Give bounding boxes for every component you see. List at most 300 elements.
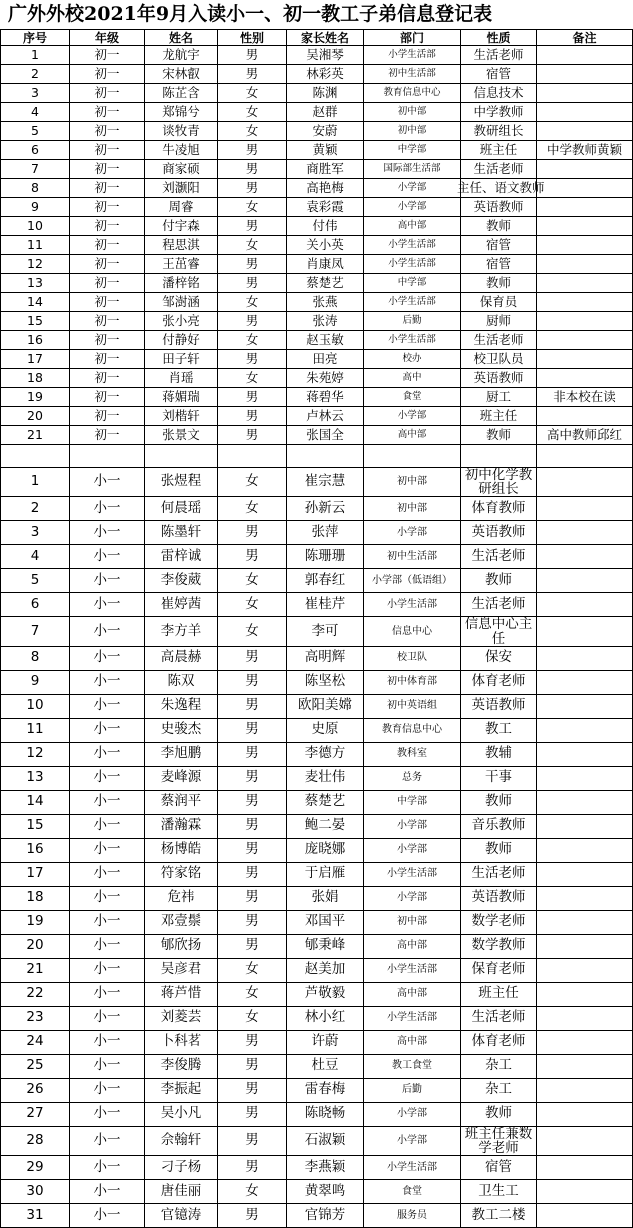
grade-cell: 小一 — [70, 958, 145, 982]
position-cell: 保安 — [461, 646, 537, 670]
table-row — [1, 838, 633, 862]
table-row — [1, 388, 633, 407]
parent-name-cell: 雷春梅 — [287, 1078, 364, 1102]
grade-cell: 初一 — [70, 122, 145, 141]
table-row — [1, 934, 633, 958]
table-row — [1, 545, 633, 569]
gender-cell: 男 — [218, 862, 287, 886]
table-row — [1, 862, 633, 886]
grade-cell: 小一 — [70, 862, 145, 886]
department-cell: 信息中心 — [364, 617, 461, 646]
gender-cell: 女 — [218, 617, 287, 646]
remark-cell — [537, 982, 633, 1006]
remark-cell — [537, 84, 633, 103]
table-row — [1, 958, 633, 982]
department-cell: 小学部 — [364, 814, 461, 838]
department-cell: 高中部 — [364, 982, 461, 1006]
parent-name-cell: 赵群 — [287, 103, 364, 122]
grade-cell: 小一 — [70, 910, 145, 934]
parent-name-cell: 李德方 — [287, 742, 364, 766]
grade-cell: 小一 — [70, 646, 145, 670]
seq-cell: 31 — [1, 1204, 70, 1228]
position-cell: 主任、语文教师 — [461, 179, 537, 198]
gender-cell: 男 — [218, 718, 287, 742]
remark-cell — [537, 670, 633, 694]
header-grade-cell: 年级 — [70, 30, 145, 46]
parent-name-cell: 崔宗慧 — [287, 468, 364, 497]
position-cell: 班主任 — [461, 141, 537, 160]
gender-cell: 男 — [218, 1156, 287, 1180]
gender-cell: 男 — [218, 1078, 287, 1102]
department-cell: 小学部 — [364, 886, 461, 910]
department-cell: 高中部 — [364, 934, 461, 958]
table-row — [1, 65, 633, 84]
grade-cell: 小一 — [70, 1006, 145, 1030]
department-cell: 国际部生活部 — [364, 160, 461, 179]
student-name-cell: 蒋芦惜 — [145, 982, 218, 1006]
spacer-cell — [1, 445, 70, 468]
seq-cell: 20 — [1, 407, 70, 426]
parent-name-cell: 安蔚 — [287, 122, 364, 141]
department-cell: 小学生活部 — [364, 255, 461, 274]
table-row — [1, 198, 633, 217]
parent-name-cell: 朱苑婷 — [287, 369, 364, 388]
position-cell: 保育员 — [461, 293, 537, 312]
seq-cell: 21 — [1, 958, 70, 982]
gender-cell: 女 — [218, 103, 287, 122]
student-name-cell: 潘梓铭 — [145, 274, 218, 293]
department-cell: 初中部 — [364, 497, 461, 521]
table-row — [1, 236, 633, 255]
seq-cell: 29 — [1, 1156, 70, 1180]
student-name-cell: 李旭鹏 — [145, 742, 218, 766]
student-name-cell: 付宇森 — [145, 217, 218, 236]
remark-cell — [537, 103, 633, 122]
seq-cell: 3 — [1, 84, 70, 103]
position-cell: 生活老师 — [461, 160, 537, 179]
grade-cell: 小一 — [70, 545, 145, 569]
department-cell: 教育信息中心 — [364, 84, 461, 103]
parent-name-cell: 陈珊珊 — [287, 545, 364, 569]
student-name-cell: 李方羊 — [145, 617, 218, 646]
position-cell: 干事 — [461, 766, 537, 790]
table-row — [1, 521, 633, 545]
parent-name-cell: 张萍 — [287, 521, 364, 545]
seq-cell: 16 — [1, 838, 70, 862]
table-row — [1, 910, 633, 934]
student-name-cell: 邓壹鬃 — [145, 910, 218, 934]
position-cell: 教师 — [461, 1102, 537, 1126]
department-cell: 小学生活部 — [364, 46, 461, 65]
position-cell: 英语教师 — [461, 886, 537, 910]
seq-cell: 7 — [1, 617, 70, 646]
grade-cell: 小一 — [70, 670, 145, 694]
position-cell: 教工二楼 — [461, 1204, 537, 1228]
grade-cell: 初一 — [70, 369, 145, 388]
gender-cell: 男 — [218, 160, 287, 179]
student-name-cell: 崔婷茜 — [145, 593, 218, 617]
gender-cell: 男 — [218, 766, 287, 790]
grade-cell: 小一 — [70, 790, 145, 814]
student-name-cell: 刁子杨 — [145, 1156, 218, 1180]
grade-cell: 小一 — [70, 742, 145, 766]
position-cell: 宿管 — [461, 236, 537, 255]
remark-cell — [537, 814, 633, 838]
parent-name-cell: 鲍二晏 — [287, 814, 364, 838]
grade-cell: 小一 — [70, 1156, 145, 1180]
table-row — [1, 1078, 633, 1102]
department-cell: 初中英语组 — [364, 694, 461, 718]
parent-name-cell: 欧阳美嫦 — [287, 694, 364, 718]
grade-cell: 初一 — [70, 407, 145, 426]
department-cell: 小学生活部 — [364, 1006, 461, 1030]
grade-cell: 初一 — [70, 84, 145, 103]
seq-cell: 10 — [1, 217, 70, 236]
position-cell: 厨工 — [461, 388, 537, 407]
gender-cell: 女 — [218, 369, 287, 388]
grade-cell: 小一 — [70, 521, 145, 545]
position-cell: 教师 — [461, 274, 537, 293]
parent-name-cell: 蔡楚艺 — [287, 790, 364, 814]
remark-cell — [537, 718, 633, 742]
gender-cell: 女 — [218, 84, 287, 103]
department-cell: 初中部 — [364, 103, 461, 122]
department-cell: 小学部 — [364, 1102, 461, 1126]
grade-cell: 初一 — [70, 217, 145, 236]
seq-cell: 3 — [1, 521, 70, 545]
parent-name-cell: 石淑颖 — [287, 1126, 364, 1155]
header-department-cell: 部门 — [364, 30, 461, 46]
gender-cell: 女 — [218, 593, 287, 617]
table-row — [1, 1156, 633, 1180]
parent-name-cell: 田亮 — [287, 350, 364, 369]
grade-cell: 小一 — [70, 497, 145, 521]
position-cell: 校卫队员 — [461, 350, 537, 369]
student-name-cell: 龙航宇 — [145, 46, 218, 65]
remark-cell — [537, 293, 633, 312]
seq-cell: 28 — [1, 1126, 70, 1155]
seq-cell: 4 — [1, 103, 70, 122]
student-name-cell: 谈牧青 — [145, 122, 218, 141]
table-row — [1, 274, 633, 293]
department-cell: 小学部（低语组） — [364, 569, 461, 593]
seq-cell: 4 — [1, 545, 70, 569]
department-cell: 校办 — [364, 350, 461, 369]
parent-name-cell: 史原 — [287, 718, 364, 742]
position-cell: 宿管 — [461, 1156, 537, 1180]
parent-name-cell: 赵玉敏 — [287, 331, 364, 350]
grade-cell: 小一 — [70, 1054, 145, 1078]
table-row — [1, 790, 633, 814]
student-name-cell: 王茁睿 — [145, 255, 218, 274]
header-student-name-cell: 姓名 — [145, 30, 218, 46]
seq-cell: 15 — [1, 814, 70, 838]
position-cell: 生活老师 — [461, 545, 537, 569]
parent-name-cell: 卢林云 — [287, 407, 364, 426]
position-cell: 生活老师 — [461, 46, 537, 65]
table-row — [1, 331, 633, 350]
spacer-cell — [461, 445, 537, 468]
grade-cell: 初一 — [70, 103, 145, 122]
department-cell: 小学生活部 — [364, 236, 461, 255]
department-cell: 食堂 — [364, 1180, 461, 1204]
student-name-cell: 李俊葳 — [145, 569, 218, 593]
gender-cell: 男 — [218, 670, 287, 694]
position-cell: 保育老师 — [461, 958, 537, 982]
student-name-cell: 雷梓诚 — [145, 545, 218, 569]
department-cell: 初中部 — [364, 910, 461, 934]
gender-cell: 女 — [218, 198, 287, 217]
gender-cell: 女 — [218, 236, 287, 255]
parent-name-cell: 黄翠鸣 — [287, 1180, 364, 1204]
gender-cell: 男 — [218, 790, 287, 814]
gender-cell: 女 — [218, 468, 287, 497]
spacer-cell — [537, 445, 633, 468]
seq-cell: 2 — [1, 497, 70, 521]
student-name-cell: 吴小凡 — [145, 1102, 218, 1126]
parent-name-cell: 崔桂芹 — [287, 593, 364, 617]
position-cell: 中学教师 — [461, 103, 537, 122]
gender-cell: 男 — [218, 388, 287, 407]
seq-cell: 27 — [1, 1102, 70, 1126]
student-name-cell: 牛凌旭 — [145, 141, 218, 160]
student-name-cell: 蔡润平 — [145, 790, 218, 814]
seq-cell: 8 — [1, 646, 70, 670]
student-name-cell: 史骏杰 — [145, 718, 218, 742]
table-row — [1, 1204, 633, 1228]
remark-cell — [537, 160, 633, 179]
grade-cell: 初一 — [70, 65, 145, 84]
position-cell: 音乐教师 — [461, 814, 537, 838]
gender-cell: 男 — [218, 1030, 287, 1054]
remark-cell: 非本校在读 — [537, 388, 633, 407]
table-row — [1, 1030, 633, 1054]
grade-cell: 初一 — [70, 293, 145, 312]
seq-cell: 10 — [1, 694, 70, 718]
department-cell: 小学生活部 — [364, 1156, 461, 1180]
parent-name-cell: 张涛 — [287, 312, 364, 331]
table-row — [1, 766, 633, 790]
department-cell: 服务员 — [364, 1204, 461, 1228]
seq-cell: 9 — [1, 198, 70, 217]
remark-cell — [537, 312, 633, 331]
position-cell: 生活老师 — [461, 1006, 537, 1030]
student-name-cell: 麦峰源 — [145, 766, 218, 790]
seq-cell: 11 — [1, 236, 70, 255]
department-cell: 小学生活部 — [364, 331, 461, 350]
parent-name-cell: 袁彩霞 — [287, 198, 364, 217]
position-cell: 教师 — [461, 790, 537, 814]
grade-cell: 初一 — [70, 255, 145, 274]
remark-cell — [537, 468, 633, 497]
student-name-cell: 张景文 — [145, 426, 218, 445]
header-remark-cell: 备注 — [537, 30, 633, 46]
section-spacer-row — [1, 445, 633, 468]
page-title: 广外外校2021年9月入读小一、初一教工子弟信息登记表 — [8, 3, 493, 25]
header-position-cell: 性质 — [461, 30, 537, 46]
parent-name-cell: 关小英 — [287, 236, 364, 255]
remark-cell — [537, 1180, 633, 1204]
student-name-cell: 张小亮 — [145, 312, 218, 331]
parent-name-cell: 商胜军 — [287, 160, 364, 179]
grade-cell: 小一 — [70, 1102, 145, 1126]
remark-cell — [537, 1054, 633, 1078]
gender-cell: 男 — [218, 1054, 287, 1078]
position-cell: 英语教师 — [461, 521, 537, 545]
gender-cell: 女 — [218, 1006, 287, 1030]
grade-cell: 小一 — [70, 468, 145, 497]
remark-cell — [537, 790, 633, 814]
position-cell: 教师 — [461, 838, 537, 862]
gender-cell: 男 — [218, 255, 287, 274]
table-row — [1, 670, 633, 694]
remark-cell — [537, 1006, 633, 1030]
position-cell: 体育老师 — [461, 1030, 537, 1054]
department-cell: 初中体育部 — [364, 670, 461, 694]
position-cell: 班主任兼数学老师 — [461, 1126, 537, 1155]
header-gender-cell: 性别 — [218, 30, 287, 46]
student-name-cell: 符家铭 — [145, 862, 218, 886]
department-cell: 高中部 — [364, 217, 461, 236]
grade-cell: 初一 — [70, 46, 145, 65]
seq-cell: 25 — [1, 1054, 70, 1078]
remark-cell — [537, 569, 633, 593]
gender-cell: 男 — [218, 934, 287, 958]
grade-cell: 初一 — [70, 331, 145, 350]
seq-cell: 14 — [1, 790, 70, 814]
department-cell: 初中生活部 — [364, 545, 461, 569]
position-cell: 信息中心主任 — [461, 617, 537, 646]
department-cell: 小学生活部 — [364, 958, 461, 982]
registration-table — [0, 29, 633, 1228]
spacer-cell — [70, 445, 145, 468]
gender-cell: 女 — [218, 958, 287, 982]
grade-cell: 小一 — [70, 1180, 145, 1204]
parent-name-cell: 张燕 — [287, 293, 364, 312]
position-cell: 教辅 — [461, 742, 537, 766]
table-row — [1, 1126, 633, 1155]
table-row — [1, 255, 633, 274]
table-row — [1, 1006, 633, 1030]
seq-cell: 17 — [1, 862, 70, 886]
table-row — [1, 1054, 633, 1078]
grade-cell: 初一 — [70, 312, 145, 331]
grade-cell: 小一 — [70, 934, 145, 958]
gender-cell: 女 — [218, 497, 287, 521]
table-row — [1, 646, 633, 670]
grade-cell: 小一 — [70, 593, 145, 617]
remark-cell — [537, 1126, 633, 1155]
grade-cell: 初一 — [70, 350, 145, 369]
position-cell: 教师 — [461, 217, 537, 236]
parent-name-cell: 杜豆 — [287, 1054, 364, 1078]
remark-cell — [537, 179, 633, 198]
grade-cell: 小一 — [70, 718, 145, 742]
gender-cell: 男 — [218, 886, 287, 910]
parent-name-cell: 麦壮伟 — [287, 766, 364, 790]
gender-cell: 女 — [218, 569, 287, 593]
department-cell: 小学生活部 — [364, 293, 461, 312]
table-row — [1, 103, 633, 122]
position-cell: 英语教师 — [461, 369, 537, 388]
seq-cell: 18 — [1, 886, 70, 910]
position-cell: 体育老师 — [461, 670, 537, 694]
grade-cell: 初一 — [70, 426, 145, 445]
remark-cell — [537, 217, 633, 236]
parent-name-cell: 高明辉 — [287, 646, 364, 670]
remark-cell: 中学教师黄颖 — [537, 141, 633, 160]
student-name-cell: 朱逸程 — [145, 694, 218, 718]
remark-cell — [537, 766, 633, 790]
student-name-cell: 高晨赫 — [145, 646, 218, 670]
student-name-cell: 商家硕 — [145, 160, 218, 179]
grade-cell: 小一 — [70, 694, 145, 718]
student-name-cell: 何晨瑶 — [145, 497, 218, 521]
department-cell: 初中部 — [364, 468, 461, 497]
gender-cell: 男 — [218, 1204, 287, 1228]
grade-cell: 小一 — [70, 1126, 145, 1155]
remark-cell — [537, 545, 633, 569]
remark-cell — [537, 934, 633, 958]
parent-name-cell: 芦敬毅 — [287, 982, 364, 1006]
seq-cell: 2 — [1, 65, 70, 84]
seq-cell: 5 — [1, 569, 70, 593]
remark-cell — [537, 521, 633, 545]
position-cell: 体育教师 — [461, 497, 537, 521]
gender-cell: 男 — [218, 521, 287, 545]
gender-cell: 男 — [218, 814, 287, 838]
gender-cell: 女 — [218, 1180, 287, 1204]
student-name-cell: 刘楷轩 — [145, 407, 218, 426]
parent-name-cell: 陈渊 — [287, 84, 364, 103]
parent-name-cell: 张国全 — [287, 426, 364, 445]
student-name-cell: 李俊腾 — [145, 1054, 218, 1078]
remark-cell — [537, 255, 633, 274]
gender-cell: 男 — [218, 910, 287, 934]
student-name-cell: 宋林叡 — [145, 65, 218, 84]
position-cell: 教工 — [461, 718, 537, 742]
table-header-row — [1, 30, 633, 46]
position-cell: 生活老师 — [461, 331, 537, 350]
parent-name-cell: 黄颖 — [287, 141, 364, 160]
remark-cell — [537, 838, 633, 862]
department-cell: 初中部 — [364, 122, 461, 141]
remark-cell — [537, 46, 633, 65]
student-name-cell: 程思淇 — [145, 236, 218, 255]
parent-name-cell: 陈晓畅 — [287, 1102, 364, 1126]
table-row — [1, 982, 633, 1006]
remark-cell — [537, 65, 633, 84]
table-row — [1, 742, 633, 766]
remark-cell: 高中教师邱红 — [537, 426, 633, 445]
position-cell: 数学老师 — [461, 910, 537, 934]
gender-cell: 男 — [218, 1126, 287, 1155]
department-cell: 后勤 — [364, 312, 461, 331]
remark-cell — [537, 1078, 633, 1102]
position-cell: 生活老师 — [461, 593, 537, 617]
remark-cell — [537, 236, 633, 255]
parent-name-cell: 付伟 — [287, 217, 364, 236]
table-row — [1, 886, 633, 910]
remark-cell — [537, 1156, 633, 1180]
table-row — [1, 407, 633, 426]
position-cell: 厨师 — [461, 312, 537, 331]
remark-cell — [537, 1102, 633, 1126]
seq-cell: 14 — [1, 293, 70, 312]
table-row — [1, 141, 633, 160]
grade-cell: 小一 — [70, 766, 145, 790]
position-cell: 班主任 — [461, 407, 537, 426]
